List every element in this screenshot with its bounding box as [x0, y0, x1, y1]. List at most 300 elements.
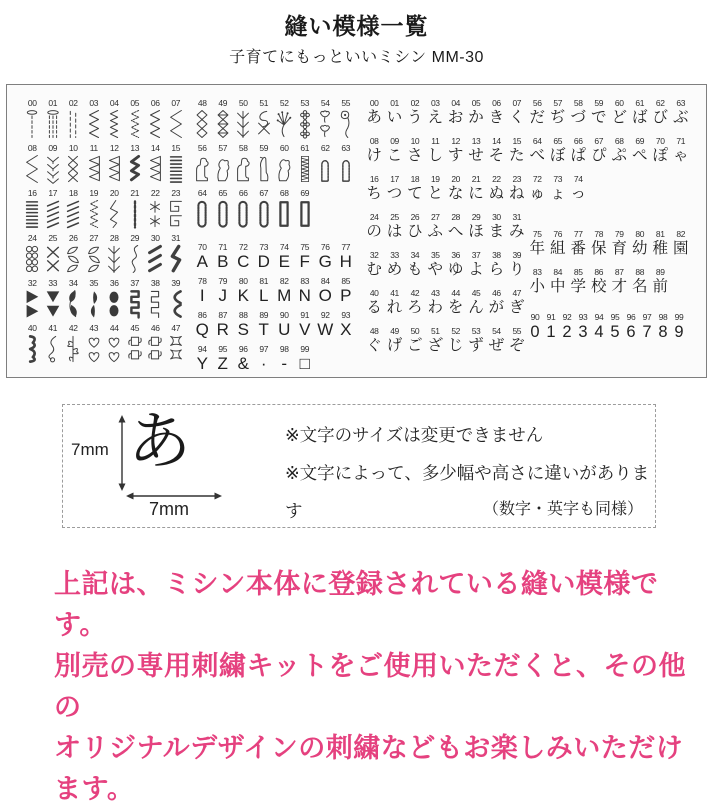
stitch-zigzagfine-icon: [105, 109, 123, 139]
pattern-number: 86: [594, 267, 604, 277]
char-cell: [548, 174, 569, 204]
pattern-number: 58: [238, 143, 248, 153]
char-cell: [507, 136, 527, 166]
char-cell: [446, 174, 466, 204]
stitch-cell: [274, 188, 295, 229]
footer-line-1: 上記は、ミシン本体に登録されている縫い模様です。: [54, 569, 659, 640]
pattern-number: 14: [492, 136, 501, 146]
pattern-number: 37: [471, 250, 481, 260]
char-cell: [425, 250, 445, 280]
pattern-number: 99: [300, 344, 310, 354]
stitch-flowerchain-icon: [296, 109, 314, 139]
char-cell: [486, 288, 506, 318]
pattern-number: 24: [369, 212, 379, 222]
pattern-number: 56: [197, 143, 207, 153]
pattern-character: く: [509, 109, 525, 126]
stitch-cell: [213, 98, 234, 139]
stitch-diamonds-icon: [193, 109, 211, 139]
char-cell: [609, 98, 630, 128]
pattern-number: 35: [89, 278, 99, 288]
pattern-character: ·: [260, 354, 267, 373]
pattern-number: 02: [410, 98, 420, 108]
pattern-number: 22: [150, 188, 160, 198]
stitch-dotline-icon: [126, 199, 144, 229]
char-cell: [630, 98, 651, 128]
pattern-number: 67: [594, 136, 604, 146]
pattern-row: [22, 278, 192, 319]
stitch-flowerstem-icon: [337, 109, 355, 139]
char-cell: [364, 212, 384, 242]
pattern-number: 15: [171, 143, 181, 153]
pattern-number: 98: [658, 312, 668, 322]
stitch-cell: [125, 98, 146, 139]
char-cell: [568, 229, 589, 259]
stitch-cell: [166, 143, 187, 184]
stitch-cell: [84, 278, 105, 319]
pattern-number: 77: [573, 229, 583, 239]
pattern-character: ょ: [549, 185, 566, 202]
pattern-number: 52: [279, 98, 289, 108]
pattern-character: 稚: [652, 240, 668, 257]
note-line-2: ※文字によって、多少幅や高さに違いがあります: [285, 463, 650, 521]
char-cell: [274, 276, 295, 306]
pattern-number: 00: [27, 98, 37, 108]
char-cell: [192, 344, 213, 374]
pattern-number: 68: [279, 188, 289, 198]
stitch-cell: [145, 233, 166, 274]
pattern-number: 94: [197, 344, 207, 354]
pattern-row: [22, 233, 192, 274]
pattern-row: [22, 188, 192, 229]
pattern-row: [364, 288, 527, 318]
char-cell: [254, 344, 275, 374]
char-cell: [425, 136, 445, 166]
char-cell: [568, 136, 589, 166]
char-cell: [336, 276, 357, 306]
stitch-cell: [63, 98, 84, 139]
char-cell: [507, 326, 527, 356]
pattern-character: て: [407, 185, 423, 202]
pattern-number: 05: [130, 98, 140, 108]
pattern-character: づ: [570, 109, 586, 126]
pattern-character: あ: [366, 109, 382, 126]
pattern-number: 10: [68, 143, 78, 153]
stitch-greekkey-icon: [167, 199, 185, 229]
pattern-character: ひ: [407, 223, 423, 240]
pattern-number: 40: [27, 323, 37, 333]
pattern-character: P: [340, 286, 352, 305]
pattern-number: 79: [614, 229, 624, 239]
pattern-number: 76: [553, 229, 563, 239]
stitch-cell: [104, 233, 125, 274]
stitch-diamondx-icon: [214, 109, 232, 139]
char-cell: [446, 212, 466, 242]
char-cell: [486, 136, 506, 166]
pattern-number: 80: [635, 229, 645, 239]
pattern-row: [364, 136, 527, 166]
stitch-cell: [336, 98, 357, 139]
char-cell: [671, 312, 687, 342]
pattern-character: ぞ: [509, 337, 525, 354]
stitch-column-1: [22, 98, 192, 377]
pattern-number: 71: [676, 136, 686, 146]
stitch-solidtridown-icon: [44, 289, 62, 319]
char-cell: [671, 98, 692, 128]
pattern-number: 54: [320, 98, 330, 108]
pattern-number: 65: [218, 188, 228, 198]
pattern-number: 71: [218, 242, 228, 252]
stitch-cell: [315, 143, 336, 184]
stitch-animalB-icon: [275, 154, 293, 184]
pattern-number: 63: [676, 98, 686, 108]
pattern-character: □: [299, 354, 310, 373]
stitch-cell: [166, 188, 187, 229]
pattern-character: ぎ: [509, 299, 525, 316]
pattern-character: N: [298, 286, 311, 305]
pattern-number: 95: [610, 312, 620, 322]
pattern-character: め: [386, 261, 403, 278]
stitch-cell: [63, 323, 84, 364]
pattern-character: じ: [447, 337, 464, 354]
stitch-cell: [125, 188, 146, 229]
char-cell: [527, 98, 548, 128]
pattern-number: 09: [390, 136, 399, 146]
stitch-bartack-icon: [296, 154, 314, 184]
pattern-character: 年: [529, 240, 545, 257]
stitch-trizig-icon: [85, 154, 103, 184]
pattern-number: 61: [635, 98, 645, 108]
pattern-character: か: [468, 109, 484, 126]
kana-column-2: [527, 98, 692, 377]
stitch-chaincircles-icon: [23, 244, 41, 274]
char-cell: [650, 229, 671, 259]
pattern-character: へ: [447, 223, 464, 240]
pattern-row: [527, 312, 692, 342]
char-cell: [486, 212, 506, 242]
pattern-character: つ: [386, 185, 403, 202]
pattern-character: は: [386, 223, 403, 240]
pattern-character: だ: [529, 109, 545, 126]
pattern-character: 園: [672, 240, 689, 257]
char-cell: [384, 98, 404, 128]
char-cell: [589, 98, 610, 128]
pattern-character: ぬ: [488, 185, 505, 202]
stitch-cell: [22, 323, 43, 364]
stitch-cell: [192, 98, 213, 139]
pattern-character: の: [366, 223, 382, 240]
char-cell: [639, 312, 655, 342]
pattern-character: ぢ: [549, 109, 566, 126]
char-cell: [295, 310, 316, 340]
pattern-number: 40: [369, 288, 379, 298]
pattern-character: 学: [570, 278, 586, 295]
stitch-hearts2-icon: [85, 334, 103, 364]
pattern-number: 73: [553, 174, 563, 184]
stitch-cell: [125, 143, 146, 184]
stitch-zigzagwide-icon: [23, 154, 41, 184]
pattern-character: T: [258, 320, 269, 339]
pattern-character: ど: [611, 109, 627, 126]
stitch-column-2: [192, 98, 364, 377]
pattern-character: 7: [642, 323, 652, 341]
char-cell: [589, 267, 610, 297]
pattern-number: 74: [573, 174, 583, 184]
stitch-hearts2-icon: [105, 334, 123, 364]
pattern-number: 75: [532, 229, 542, 239]
pattern-character: ほ: [468, 223, 484, 240]
char-cell: [295, 242, 316, 272]
char-cell: [336, 310, 357, 340]
pattern-number: 98: [279, 344, 289, 354]
pattern-character: G: [318, 252, 332, 271]
pattern-number: 18: [68, 188, 78, 198]
char-cell: [254, 276, 275, 306]
stitch-serrated-icon: [126, 154, 144, 184]
pattern-number: 87: [218, 310, 228, 320]
pattern-number: 48: [197, 98, 207, 108]
char-cell: [425, 326, 445, 356]
stitch-animalB-icon: [214, 154, 232, 184]
char-cell: [527, 312, 543, 342]
pattern-character: ば: [631, 109, 648, 126]
pattern-number: 70: [197, 242, 207, 252]
stitch-cell: [213, 143, 234, 184]
stitch-bracketc-icon: [167, 289, 185, 319]
pattern-row: [364, 212, 527, 242]
stitch-boldslant-icon: [146, 244, 164, 274]
pattern-character: り: [509, 261, 525, 278]
char-cell: [466, 136, 486, 166]
pattern-number: 69: [300, 188, 310, 198]
stitch-satinslant-icon: [64, 199, 82, 229]
pattern-number: 92: [320, 310, 330, 320]
char-cell: [671, 229, 692, 259]
pattern-character: 名: [631, 278, 648, 295]
pattern-character: び: [652, 109, 668, 126]
pattern-number: 33: [48, 278, 58, 288]
pattern-character: せ: [468, 147, 484, 164]
pattern-character: V: [299, 320, 311, 339]
pattern-number: 65: [553, 136, 563, 146]
stitch-cell: [43, 143, 64, 184]
char-cell: [405, 98, 425, 128]
char-cell: [315, 310, 336, 340]
pattern-number: 58: [573, 98, 583, 108]
height-measure-label: 7mm: [71, 440, 109, 459]
pattern-character: 0: [530, 323, 540, 341]
pattern-character: ぺ: [631, 147, 648, 164]
stitch-boldlightning-icon: [167, 244, 185, 274]
pattern-number: 17: [48, 188, 58, 198]
char-cell: [364, 250, 384, 280]
pattern-number: 44: [109, 323, 119, 333]
pattern-character: 前: [652, 278, 668, 295]
pattern-number: 30: [150, 233, 160, 243]
pattern-number: 67: [259, 188, 269, 198]
pattern-number: 14: [150, 143, 160, 153]
stitch-cell: [125, 233, 146, 274]
pattern-number: 74: [279, 242, 289, 252]
char-cell: [623, 312, 639, 342]
char-cell: [364, 98, 384, 128]
char-cell: [336, 242, 357, 272]
pattern-character: L: [259, 286, 269, 305]
vertical-double-arrow-icon: [116, 414, 128, 492]
pattern-character: ぐ: [366, 337, 382, 354]
stitch-cell: [22, 278, 43, 319]
pattern-number: 51: [259, 98, 269, 108]
pattern-number: 90: [279, 310, 289, 320]
stitch-cell: [43, 323, 64, 364]
stitch-cell: [315, 98, 336, 139]
stitch-satinslant-icon: [44, 199, 62, 229]
pattern-number: 57: [218, 143, 228, 153]
pattern-row: [364, 98, 527, 128]
pattern-character: が: [488, 299, 505, 316]
pattern-number: 38: [150, 278, 160, 288]
stitch-cell: [274, 143, 295, 184]
pattern-number: 68: [614, 136, 624, 146]
pattern-character: 幼: [631, 240, 648, 257]
pattern-number: 18: [410, 174, 420, 184]
pattern-number: 13: [130, 143, 140, 153]
pattern-number: 97: [259, 344, 269, 354]
pattern-number: 54: [492, 326, 501, 336]
pattern-row: [192, 98, 364, 139]
stitch-cell: [84, 323, 105, 364]
pattern-number: 08: [27, 143, 37, 153]
stitch-bowtie-icon: [167, 334, 185, 364]
pattern-character: ま: [488, 223, 505, 240]
footer-line-3: オリジナルデザインの刺繍などもお楽しみいただけます。: [54, 733, 684, 804]
pattern-number: 82: [279, 276, 289, 286]
pattern-character: す: [447, 147, 464, 164]
stitch-solidtri-icon: [23, 289, 41, 319]
stitch-zigzag-icon: [146, 109, 164, 139]
char-cell: [655, 312, 671, 342]
pattern-number: 12: [451, 136, 461, 146]
stitch-wave-icon: [126, 244, 144, 274]
pattern-character: よ: [468, 261, 484, 278]
char-cell: [405, 212, 425, 242]
stitch-cell: [166, 233, 187, 274]
pattern-number: 36: [451, 250, 461, 260]
pattern-character: 9: [674, 323, 684, 341]
pattern-character: こ: [386, 147, 403, 164]
pattern-character: 中: [549, 278, 566, 295]
pattern-number: 39: [171, 278, 181, 288]
pattern-number: 33: [390, 250, 399, 260]
pattern-number: 45: [130, 323, 140, 333]
stitch-curlcross-icon: [255, 109, 273, 139]
char-cell: [543, 312, 559, 342]
char-cell: [295, 276, 316, 306]
char-cell: [315, 242, 336, 272]
pattern-number: 81: [259, 276, 269, 286]
char-cell: [671, 136, 692, 166]
char-cell: [425, 174, 445, 204]
pattern-character: さ: [407, 147, 423, 164]
char-cell: [364, 288, 384, 318]
pattern-number: 43: [89, 323, 99, 333]
pattern-number: 66: [573, 136, 583, 146]
stitch-buttonround-icon: [234, 199, 252, 229]
pattern-number: 25: [390, 212, 399, 222]
pattern-character: っ: [570, 185, 586, 202]
pattern-number: 85: [573, 267, 583, 277]
char-cell: [213, 242, 234, 272]
pattern-character: き: [488, 109, 505, 126]
stitch-satinbars-icon: [23, 199, 41, 229]
stitch-cell: [233, 98, 254, 139]
pattern-row: [192, 143, 364, 184]
pattern-number: 59: [594, 98, 604, 108]
char-cell: [405, 250, 425, 280]
char-cell: [466, 212, 486, 242]
stitch-cell: [166, 278, 187, 319]
pattern-number: 91: [300, 310, 310, 320]
stitch-cell: [336, 143, 357, 184]
char-cell: [591, 312, 607, 342]
stitch-stepsbold-icon: [126, 289, 144, 319]
pattern-number: 21: [471, 174, 481, 184]
pattern-character: ら: [488, 261, 505, 278]
pattern-number: 96: [238, 344, 248, 354]
pattern-number: 01: [390, 98, 399, 108]
pattern-character: る: [366, 299, 382, 316]
char-cell: [527, 267, 548, 297]
pattern-number: 55: [512, 326, 522, 336]
stitch-cross3-icon: [64, 154, 82, 184]
pattern-number: 60: [279, 143, 289, 153]
pattern-character: ん: [468, 299, 484, 316]
stitch-buttonsq-icon: [296, 199, 314, 229]
pattern-number: 04: [109, 98, 119, 108]
stitch-cell: [84, 143, 105, 184]
char-cell: [589, 229, 610, 259]
char-cell: [384, 250, 404, 280]
char-cell: [405, 136, 425, 166]
pattern-number: 63: [341, 143, 351, 153]
pattern-number: 07: [512, 98, 522, 108]
char-cell: [507, 98, 527, 128]
stitch-cell: [295, 188, 316, 229]
pattern-number: 24: [27, 233, 37, 243]
pattern-number: 53: [300, 98, 310, 108]
stitch-cell: [233, 143, 254, 184]
pattern-number: 94: [594, 312, 604, 322]
char-cell: [192, 276, 213, 306]
pattern-number: 02: [68, 98, 78, 108]
char-cell: [295, 344, 316, 374]
char-cell: [446, 98, 466, 128]
char-cell: [507, 174, 527, 204]
pattern-number: 25: [48, 233, 58, 243]
pattern-number: 26: [68, 233, 78, 243]
pattern-number: 05: [471, 98, 481, 108]
char-cell: [486, 174, 506, 204]
char-cell: [486, 98, 506, 128]
note-line-1: ※文字のサイズは変更できません: [285, 425, 544, 445]
stitch-cell: [22, 188, 43, 229]
stitch-solidmoons-icon: [85, 289, 103, 319]
pattern-number: 83: [532, 267, 542, 277]
stitch-cell: [145, 188, 166, 229]
stitch-buttonround-icon: [214, 199, 232, 229]
pattern-number: 89: [655, 267, 665, 277]
stitch-keyhole-icon: [316, 154, 334, 184]
pattern-number: 93: [341, 310, 351, 320]
